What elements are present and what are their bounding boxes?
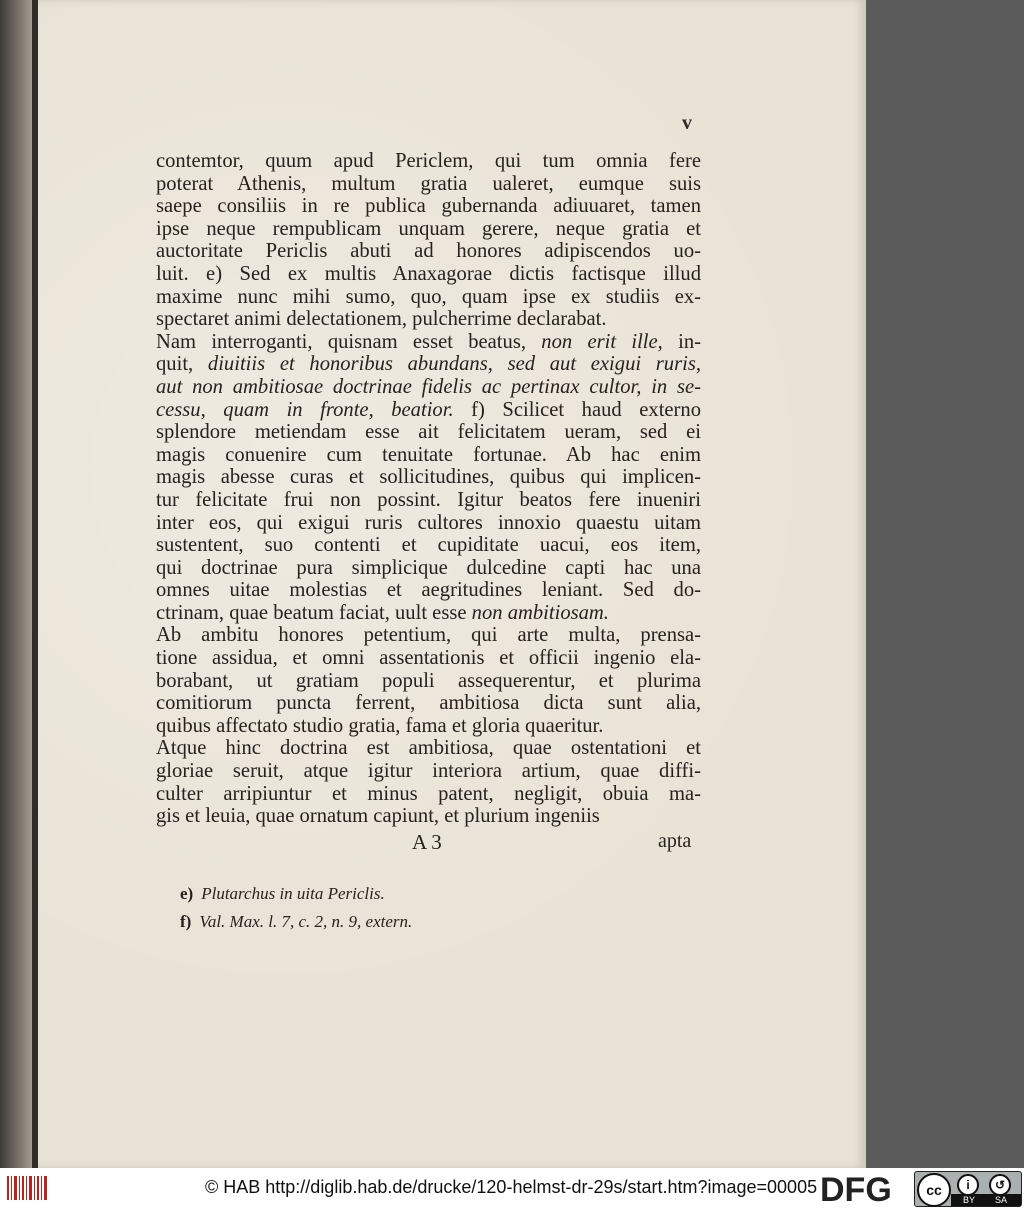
text-run: f) Scilicet haud externo	[453, 398, 702, 421]
body-text	[156, 150, 701, 828]
text-line	[156, 421, 701, 444]
italic-text: aut non ambitiosae doctrinae fidelis ac pertinax cultor, in se-	[156, 375, 701, 398]
text-run: borabant, ut gratiam populi assequerentur, et plurima	[156, 669, 701, 692]
svg-text:DFG: DFG	[820, 1172, 892, 1204]
text-run: quibus affectato studio gratia, fama et gloria quaeritur.	[156, 714, 604, 737]
footnote-mark: e)	[180, 884, 194, 903]
text-line	[156, 512, 701, 535]
text-line	[156, 737, 701, 760]
text-run: auctoritate Periclis abuti ad honores adipiscendos uo-	[156, 240, 701, 263]
text-line	[156, 557, 701, 580]
text-line	[156, 263, 701, 286]
footnote-text: Val. Max. l. 7, c. 2, n. 9, extern.	[199, 912, 413, 931]
text-line	[156, 624, 701, 647]
text-line	[156, 444, 701, 467]
dfg-logo	[818, 1172, 912, 1204]
text-run: culter arripiuntur et minus patent, negligit, obuia ma-	[156, 782, 701, 805]
license-by-label: BY	[963, 1195, 976, 1205]
attribution-icon: i	[957, 1174, 979, 1196]
text-run: ipse neque rempublicam unquam gerere, neque gratia et	[156, 217, 701, 240]
share-alike-icon: ↺	[989, 1174, 1011, 1196]
text-run: sustentent, suo contenti et cupiditate uacui, eos item,	[156, 534, 701, 557]
text-line	[156, 399, 701, 422]
text-run: tur felicitate frui non possint. Igitur beatos fere inueniri	[156, 488, 701, 511]
text-line	[156, 579, 701, 602]
text-line	[156, 692, 701, 715]
text-run: comitiorum puncta ferrent, ambitiosa dicta sunt alia,	[156, 692, 701, 715]
text-line	[156, 308, 701, 331]
text-line	[156, 466, 701, 489]
footnote-text: Plutarchus in uita Periclis.	[201, 884, 385, 903]
text-run: gis et leuia, quae ornatum capiunt, et plurium ingeniis	[156, 805, 600, 828]
page-number: v	[682, 112, 692, 134]
text-line	[156, 534, 701, 557]
text-line	[156, 760, 701, 783]
text-line	[156, 647, 701, 670]
barcode-icon	[6, 1176, 50, 1200]
text-run: gloriae seruit, atque igitur interiora artium, quae diffi-	[156, 760, 701, 783]
text-line	[156, 218, 701, 241]
italic-text: non erit ille	[541, 330, 658, 353]
text-run: tione assidua, et omni assentationis et officii ingenio ela-	[156, 647, 701, 670]
text-run: omnes uitae molestias et aegritudines leniant. Sed do-	[156, 579, 701, 602]
text-run: inter eos, qui exigui ruris cultores innoxio quaestu uitam	[156, 511, 701, 534]
text-run: splendore metiendam esse ait felicitatem ueram, sed ei	[156, 421, 701, 444]
footnote	[180, 880, 412, 908]
text-run: contemtor, quum apud Periclem, qui tum omnia fere	[156, 150, 701, 172]
text-line	[156, 602, 701, 625]
text-line	[156, 805, 701, 828]
text-line	[156, 783, 701, 806]
footnotes	[180, 880, 412, 936]
footer-bar	[0, 1168, 1024, 1208]
footnote-mark: f)	[180, 912, 192, 931]
text-line	[156, 173, 701, 196]
license-sa-label: SA	[995, 1195, 1008, 1205]
text-run: Nam interroganti, quisnam esset beatus,	[156, 330, 542, 353]
text-line	[156, 715, 701, 738]
text-run: luit. e) Sed ex multis Anaxagorae dictis factisque illud	[156, 262, 701, 285]
italic-text: diuitiis et honoribus abundans, sed aut exigui ruris,	[207, 353, 702, 376]
text-run: spectaret animi delectationem, pulcherrime declarabat.	[156, 308, 607, 331]
italic-text: non ambitiosam.	[471, 601, 609, 624]
catchword: apta	[658, 830, 692, 852]
text-line	[156, 240, 701, 263]
text-run: , in-	[657, 330, 701, 353]
text-line	[156, 331, 701, 354]
text-run: Ab ambitu honores petentium, qui arte multa, prensa-	[156, 624, 701, 647]
viewer-margin	[866, 0, 1024, 1168]
text-run: qui doctrinae pura simplicique dulcedine capti hac una	[156, 556, 701, 579]
text-run: maxime nunc mihi sumo, quo, quam ipse ex studiis ex-	[156, 285, 701, 308]
cc-icon: cc	[917, 1173, 951, 1207]
footnote	[180, 908, 412, 936]
text-line	[156, 286, 701, 309]
book-page	[38, 0, 866, 1168]
text-line	[156, 670, 701, 693]
text-run: magis abesse curas et sollicitudines, quibus qui implicen-	[156, 466, 701, 489]
signature-mark: A 3	[412, 830, 442, 854]
text-line	[156, 353, 701, 376]
text-run: Atque hinc doctrina est ambitiosa, quae ostentationi et	[156, 737, 701, 760]
text-run: poterat Athenis, multum gratia ualeret, eumque suis	[156, 172, 701, 195]
text-run: saepe consiliis in re publica gubernanda adiuuaret, tamen	[156, 195, 701, 218]
text-run: magis conuenire cum tenuitate fortunae. Ab hac enim	[156, 443, 701, 466]
cc-by-sa-badge[interactable]	[914, 1171, 1022, 1207]
source-link[interactable]: © HAB http://diglib.hab.de/drucke/120-helmst-dr-29s/start.htm?image=00005	[205, 1177, 818, 1197]
text-line	[156, 150, 701, 173]
text-run: quit,	[156, 353, 208, 376]
text-line	[156, 376, 701, 399]
text-line	[156, 489, 701, 512]
text-line	[156, 195, 701, 218]
italic-text: cessu, quam in fronte, beatior.	[156, 398, 454, 421]
text-run: ctrinam, quae beatum faciat, uult esse	[156, 601, 472, 624]
